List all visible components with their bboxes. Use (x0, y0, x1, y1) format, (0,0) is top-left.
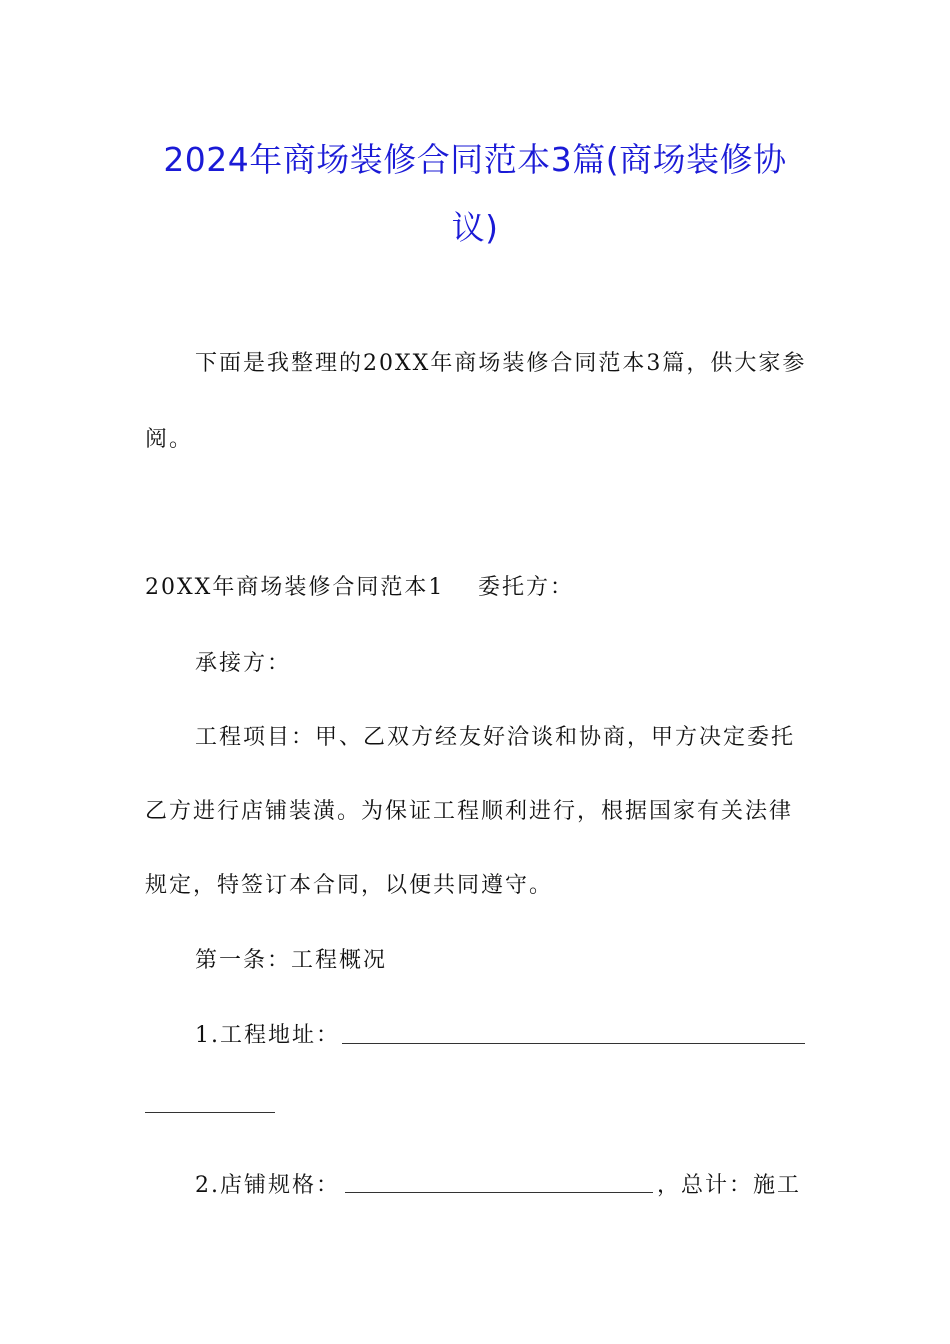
document-title-line-2: 议) (451, 208, 499, 247)
project-paragraph-line-3: 规定，特签订本合同，以便共同遵守。 (145, 873, 554, 898)
project-paragraph-line-2: 乙方进行店铺装潢。为保证工程顺利进行，根据国家有关法律 (145, 799, 794, 824)
intro-paragraph-line-1: 下面是我整理的20XX年商场装修合同范本3篇，供大家参 (195, 351, 807, 376)
contractor-label: 承接方： (195, 651, 292, 676)
client-label: 委托方： (478, 575, 575, 600)
article-1-heading: 第一条：工程概况 (195, 948, 388, 973)
item-2-label: 2.店铺规格： (195, 1173, 340, 1198)
intro-paragraph-line-2: 阅。 (145, 427, 194, 452)
document-title-line-1: 2024年商场装修合同范本3篇(商场装修协 (163, 140, 787, 179)
contract-heading: 20XX年商场装修合同范本1 (145, 575, 445, 600)
project-paragraph-line-1: 工程项目：甲、乙双方经友好洽谈和协商，甲方决定委托 (195, 725, 796, 750)
size-blank-line (345, 1192, 653, 1193)
address-blank-line-continued (145, 1112, 275, 1113)
item-2-suffix: ，总计：施工 (657, 1173, 802, 1198)
item-1-label: 1.工程地址： (195, 1023, 340, 1048)
address-blank-line (342, 1043, 805, 1044)
